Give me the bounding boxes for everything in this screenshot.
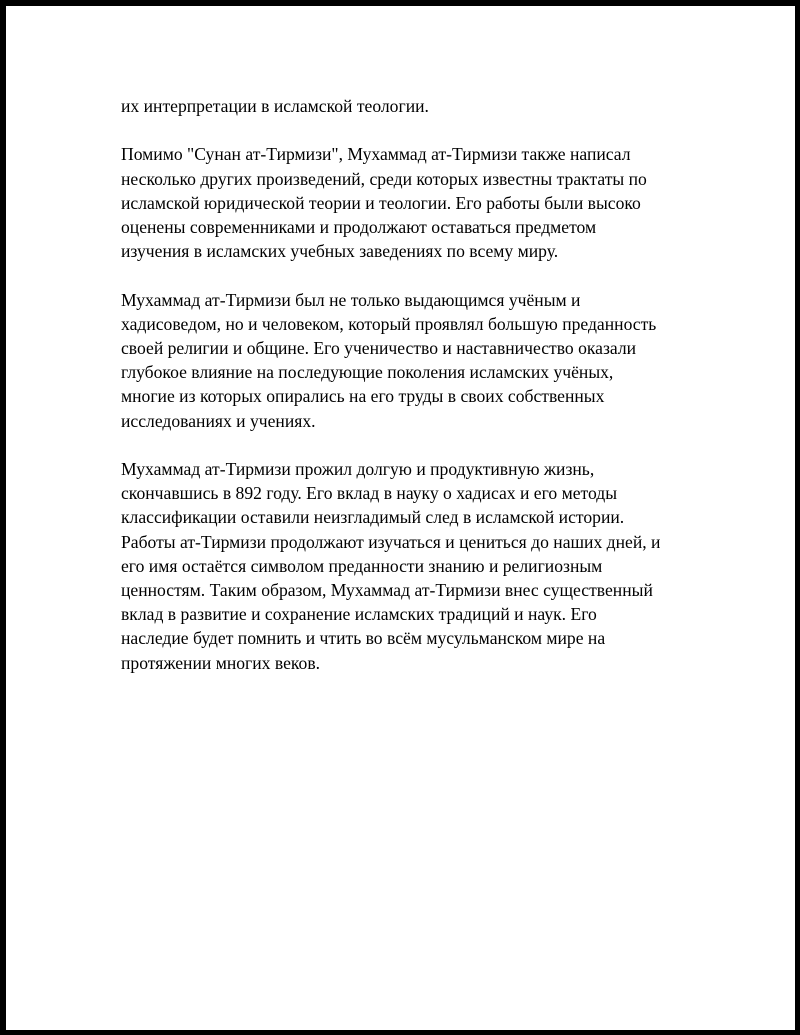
text-line: изучения в исламских учебных заведениях по всему миру. [121,241,559,262]
text-line: скончавшись в 892 году. Его вклад в науку о хадисах и его методы [121,483,618,504]
paragraph-1 [121,94,691,118]
text-line: его имя остаётся символом преданности знанию и религиозным [121,555,603,576]
paragraph-2 [121,142,691,263]
text-line: вклад в развитие и сохранение исламских традиций и наук. Его [121,604,597,625]
text-line: хадисоведом, но и человеком, который проявлял большую преданность [121,313,657,334]
text-line: Мухаммад ат-Тирмизи был не только выдающимся учёным и [121,289,581,310]
text-line: исследованиях и учениях. [121,410,316,431]
paragraph-3 [121,288,691,433]
text-line: Мухаммад ат-Тирмизи прожил долгую и продуктивную жизнь, [121,459,595,479]
text-line: ценностям. Таким образом, Мухаммад ат-Тирмизи внес существенный [121,580,653,601]
text-line: глубокое влияние на последующие поколения исламских учёных, [121,362,614,383]
text-line: Помимо "Сунан ат-Тирмизи", Мухаммад ат-Тирмизи также написал [121,144,631,165]
text-line: своей религии и общине. Его ученичество и наставничество оказали [121,338,637,358]
document-body [121,94,691,699]
text-line: несколько других произведений, среди которых известны трактаты по [121,168,647,189]
text-line: наследие будет помнить и чтить во всём мусульманском мире на [121,628,606,649]
text-line: классификации оставили неизгладимый след в исламской истории. [121,507,625,528]
text-line: многие из которых опирались на его труды в своих собственных [121,386,605,407]
paragraph-4 [121,457,691,675]
text-line: оценены современниками и продолжают оставаться предметом [121,217,597,237]
text-line: исламской юридической теории и теологии. Его работы были высоко [121,192,641,213]
text-line: Работы ат-Тирмизи продолжают изучаться и цениться до наших дней, и [121,531,661,552]
text-line: протяжении многих веков. [121,652,321,673]
text-line: их интерпретации в исламской теологии. [121,96,429,116]
